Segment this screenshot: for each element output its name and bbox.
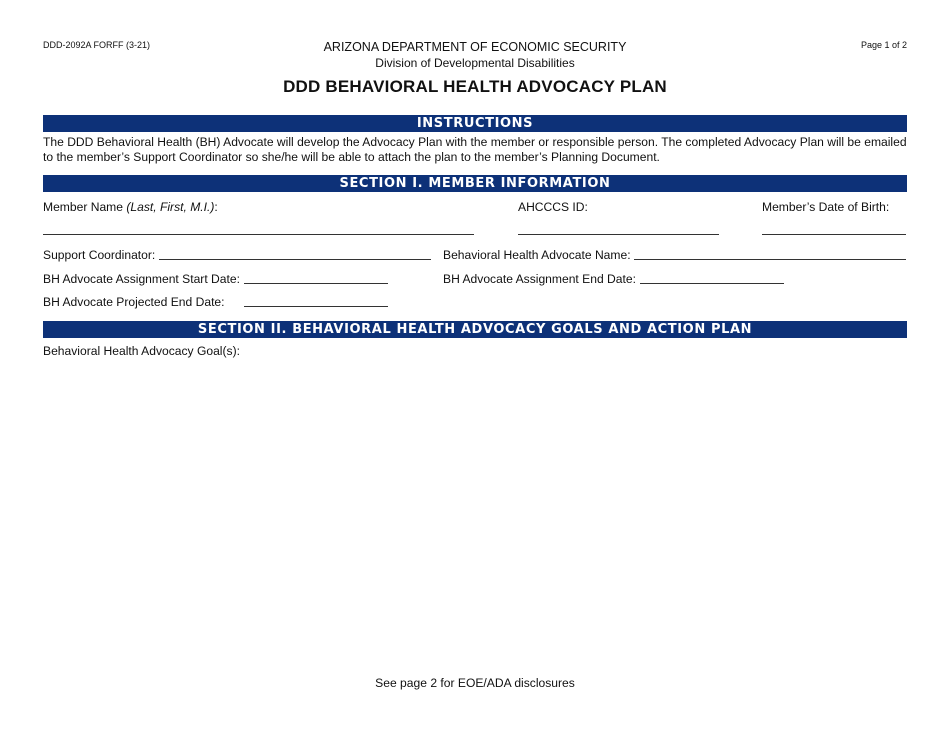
- support-coordinator-field[interactable]: [159, 259, 431, 260]
- goals-area[interactable]: [43, 362, 907, 662]
- form-id: DDD-2092A FORFF (3-21): [43, 40, 151, 50]
- ahcccs-id-label: AHCCCS ID:: [518, 200, 588, 214]
- dob-label: Member’s Date of Birth:: [762, 200, 890, 214]
- section2-heading: SECTION II. BEHAVIORAL HEALTH ADVOCACY GOALS AND ACTION PLAN: [43, 321, 907, 338]
- member-name-label: [43, 200, 218, 214]
- start-date-field[interactable]: [244, 283, 388, 284]
- projected-end-field[interactable]: [244, 306, 388, 307]
- projected-end-label: BH Advocate Projected End Date:: [43, 295, 225, 309]
- bh-advocate-name-field[interactable]: [634, 259, 906, 260]
- instructions-text: The DDD Behavioral Health (BH) Advocate will develop the Advocacy Plan with the member or responsible person. The completed Advocacy Plan will be emailed to the member’s Support Coordinator so she/he will be able to attach the plan to the member’s Planning Document.: [43, 135, 907, 164]
- ahcccs-id-field[interactable]: [518, 234, 719, 235]
- member-name-label-text: Member Name: [43, 200, 123, 214]
- member-name-colon: :: [214, 200, 218, 214]
- bh-advocate-name-label: Behavioral Health Advocate Name:: [443, 248, 631, 262]
- member-name-field[interactable]: [43, 234, 474, 235]
- page-number: Page 1 of 2: [860, 40, 907, 50]
- footer-note: See page 2 for EOE/ADA disclosures: [375, 676, 575, 690]
- goals-label: Behavioral Health Advocacy Goal(s):: [43, 344, 240, 358]
- page-title: DDD BEHAVIORAL HEALTH ADVOCACY PLAN: [283, 77, 667, 96]
- agency-name: ARIZONA DEPARTMENT OF ECONOMIC SECURITY: [323, 40, 627, 54]
- section1-heading: SECTION I. MEMBER INFORMATION: [43, 175, 907, 192]
- end-date-field[interactable]: [640, 283, 784, 284]
- division-name: Division of Developmental Disabilities: [375, 56, 575, 70]
- start-date-label: BH Advocate Assignment Start Date:: [43, 272, 240, 286]
- instructions-heading: INSTRUCTIONS: [43, 115, 907, 132]
- end-date-label: BH Advocate Assignment End Date:: [443, 272, 636, 286]
- dob-field[interactable]: [762, 234, 906, 235]
- support-coordinator-label: Support Coordinator:: [43, 248, 156, 262]
- member-name-hint: (Last, First, M.I.): [126, 200, 215, 214]
